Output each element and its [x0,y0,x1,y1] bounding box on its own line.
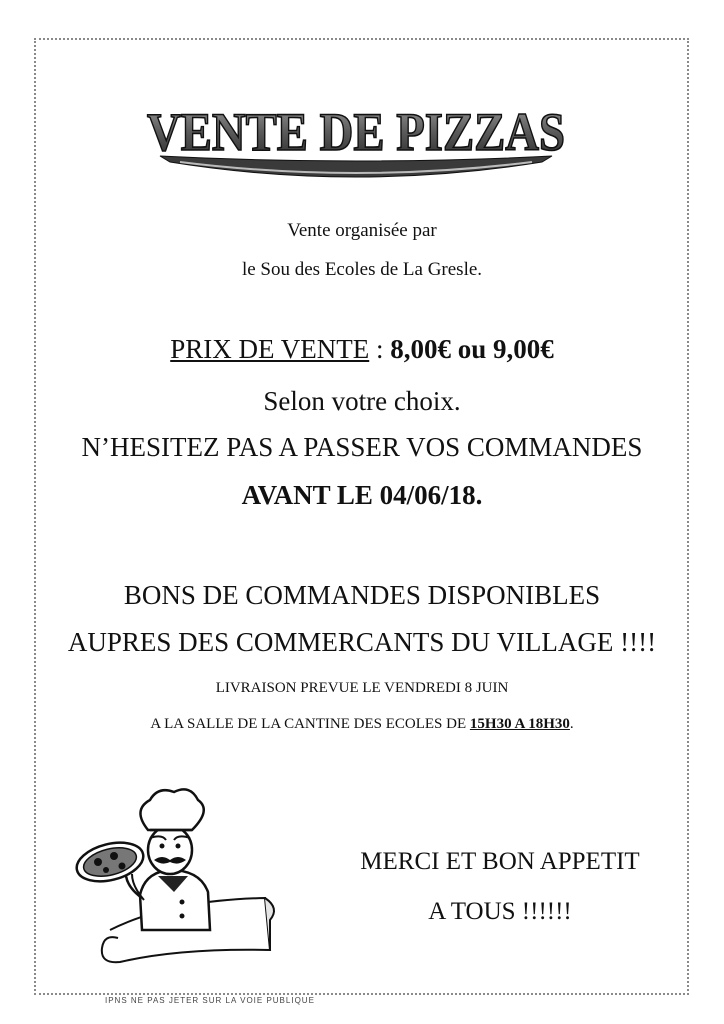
chef-with-pizza-icon [70,780,275,965]
organizer-line-2: le Sou des Ecoles de La Gresle. [241,259,483,280]
price-separator: : [369,334,391,364]
footer-note: IPNS NE PAS JETER SUR LA VOIE PUBLIQUE [105,996,315,1005]
price-amounts: 8,00€ ou 9,00€ [390,334,554,364]
chef-illustration [70,780,275,965]
delivery-location: A LA SALLE DE LA CANTINE DES ECOLES DE [150,716,470,732]
organizer-line-1: Vente organisée par [287,220,437,241]
choice-line: Selon votre choix. [263,386,461,416]
order-forms-line-1: BONS DE COMMANDES DISPONIBLES [123,580,601,610]
delivery-hours: 15H30 A 18H30 [469,716,570,732]
order-call-line: N’HESITEZ PAS A PASSER VOS COMMANDES [81,432,643,462]
title-banner-art [140,92,572,187]
delivery-period: . [569,716,574,732]
price-label: PRIX DE VENTE [170,334,370,364]
delivery-line-2 [0,716,724,733]
price-line [0,334,724,365]
thanks-line-2: A TOUS !!!!!! [428,898,572,925]
delivery-line-1: LIVRAISON PREVUE LE VENDREDI 8 JUIN [215,680,509,696]
page-title: VENTE DE PIZZAS [147,102,565,162]
thanks-line-1: MERCI ET BON APPETIT [360,848,640,875]
title-banner [140,92,572,187]
order-forms-line-2: AUPRES DES COMMERCANTS DU VILLAGE !!!! [67,627,657,657]
deadline-line: AVANT LE 04/06/18. [241,480,483,510]
